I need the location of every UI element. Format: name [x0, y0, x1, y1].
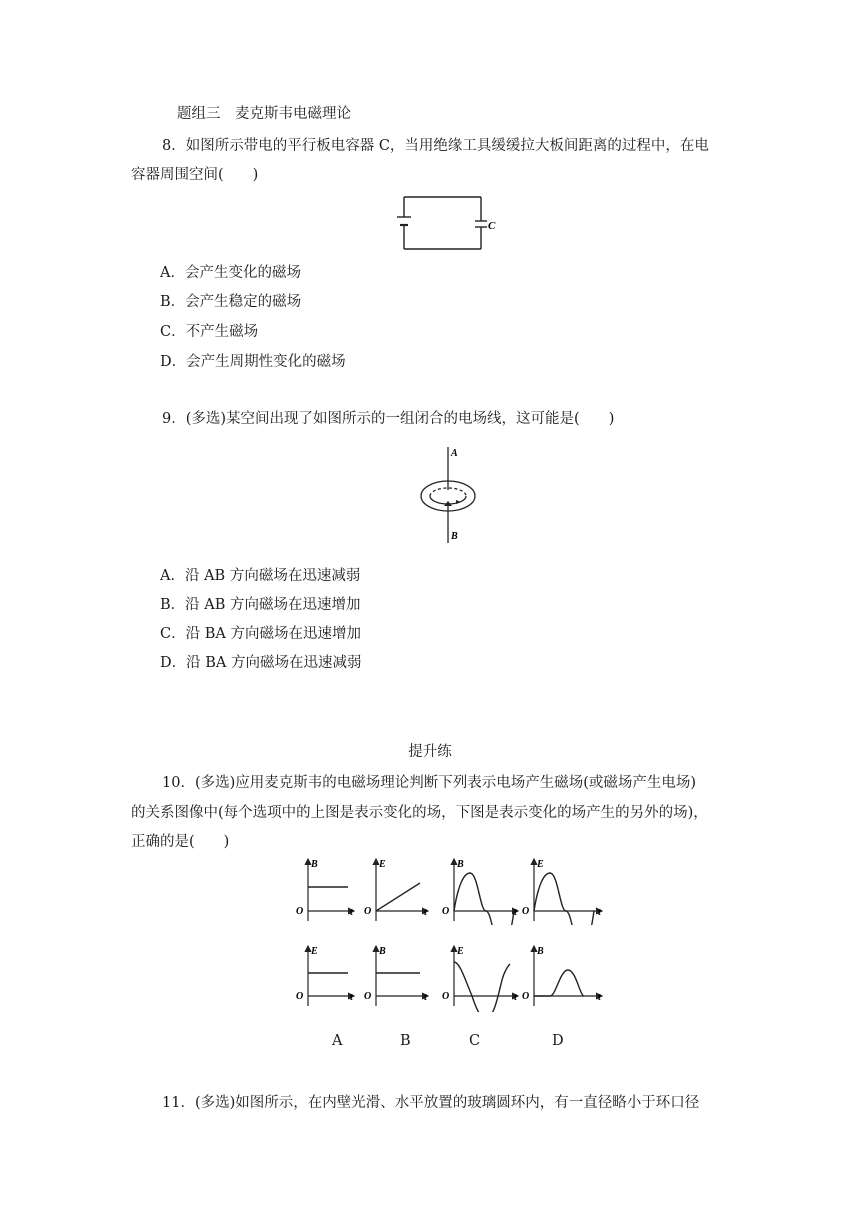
q10-b-top-t: t — [424, 907, 427, 918]
q10-a-bottom-origin: O — [296, 991, 304, 1002]
q10-d-bottom-t: t — [598, 992, 601, 1003]
q9-stem-line1: 9．(多选)某空间出现了如图所示的一组闭合的电场线，这可能是( ) — [162, 411, 615, 427]
q10-c-top-axis: B — [457, 859, 464, 870]
q10-b-top-axis: E — [379, 859, 386, 870]
q9-option-b: B．沿 AB 方向磁场在迅速增加 — [160, 597, 361, 613]
q10-b-top-origin: O — [364, 906, 372, 917]
q10-stem-line3: 正确的是( ) — [131, 834, 230, 850]
q10-c-top-t: t — [514, 907, 517, 918]
q10-d-top-axis: E — [537, 859, 544, 870]
q11-stem-line1: 11．(多选)如图所示，在内壁光滑、水平放置的玻璃圆环内，有一直径略小于环口径 — [162, 1095, 700, 1111]
q10-stem-line2: 的关系图像中(每个选项中的上图是表示变化的场，下图是表示变化的场产生的另外的场)， — [131, 805, 708, 821]
q10-option-label-b: B — [400, 1033, 411, 1049]
q10-d-top-origin: O — [522, 906, 530, 917]
q10-a-top-axis: B — [311, 859, 318, 870]
q10-option-label-a: A — [332, 1033, 343, 1049]
q10-stem-line1: 10．(多选)应用麦克斯韦的电磁场理论判断下列表示电场产生磁场(或磁场产生电场) — [162, 775, 697, 791]
q10-c-bottom-t: t — [514, 992, 517, 1003]
q9-label-a: A — [451, 448, 458, 459]
q9-closed-field-lines-figure — [415, 444, 485, 546]
q10-a-top-t: t — [350, 907, 353, 918]
q10-d-top-t: t — [598, 907, 601, 918]
practice-section-title: 提升练 — [408, 744, 452, 760]
q10-c-bottom-axis: E — [457, 946, 464, 957]
q8-option-d: D．会产生周期性变化的磁场 — [160, 354, 346, 370]
q9-option-d: D．沿 BA 方向磁场在迅速减弱 — [160, 655, 362, 671]
section3-title: 题组三 麦克斯韦电磁理论 — [177, 106, 351, 122]
q10-c-bottom-origin: O — [442, 991, 450, 1002]
q10-d-bottom-origin: O — [522, 991, 530, 1002]
q10-a-top-origin: O — [296, 906, 304, 917]
q10-option-label-c: C — [469, 1033, 481, 1049]
q10-b-bottom-axis: B — [379, 946, 386, 957]
q8-option-b: B．会产生稳定的磁场 — [160, 294, 302, 310]
q8-stem-line1: 8．如图所示带电的平行板电容器 C，当用绝缘工具缓缓拉大板间距离的过程中，在电 — [162, 138, 709, 154]
q10-d-bottom-axis: B — [537, 946, 544, 957]
q8-option-a: A．会产生变化的磁场 — [160, 265, 301, 281]
q8-stem-line2: 容器周围空间( ) — [131, 167, 259, 183]
q10-b-bottom-t: t — [424, 992, 427, 1003]
q10-option-label-d: D — [552, 1033, 564, 1049]
q8-capacitor-label: C — [488, 220, 496, 232]
q10-a-bottom-axis: E — [311, 946, 318, 957]
q10-b-bottom-origin: O — [364, 991, 372, 1002]
q9-option-a: A．沿 AB 方向磁场在迅速减弱 — [160, 568, 361, 584]
q8-option-c: C．不产生磁场 — [160, 324, 259, 340]
q10-c-top-origin: O — [442, 906, 450, 917]
q8-capacitor-circuit-figure — [395, 194, 505, 258]
q10-top-graphs-row — [290, 855, 620, 925]
q9-option-c: C．沿 BA 方向磁场在迅速增加 — [160, 626, 361, 642]
q10-a-bottom-t: t — [350, 992, 353, 1003]
q10-bottom-graphs-row — [290, 942, 620, 1012]
q9-label-b: B — [451, 531, 458, 542]
